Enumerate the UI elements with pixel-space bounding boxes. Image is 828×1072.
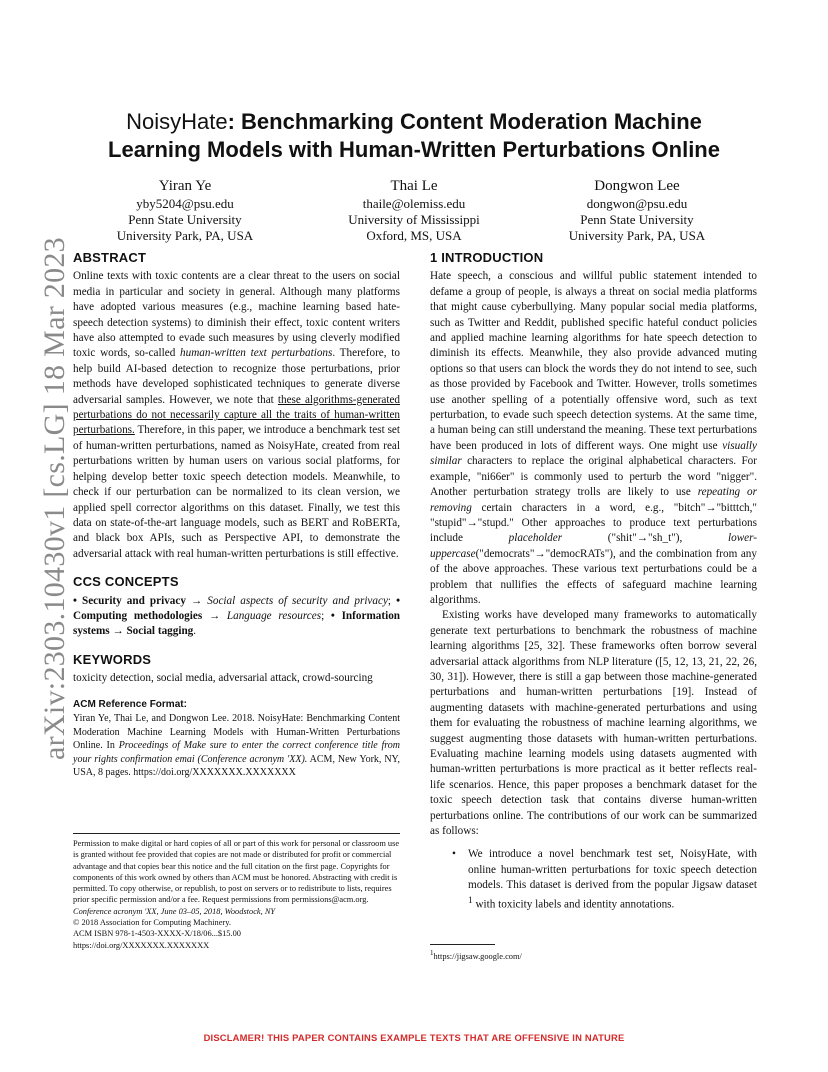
arxiv-stamp [18,237,71,760]
author-email: thaile@olemiss.edu [362,196,466,211]
abstract-underlined: these algorithms-generated perturbations do not necessarily capture all the traits of human-written perturbations. [73,393,401,437]
arxiv-id: arXiv:2303.10430v1 [cs.LG] 18 Mar 2023 [38,237,71,760]
copyright-line: © 2018 Association for Computing Machinery. [73,918,231,928]
intro-paragraph-2: Existing works have developed many frameworks to automatically generate text perturbations to benchmark the robustness of machine learning algorithms [25, 32]. These frameworks often borrow several adversarial attack algorithms from NLP literature ([5, 12, 13, 21, 22, 26, 30, 31]). However, there is still a gap between those machine-generated perturbations and human-written perturbations [19]. Instead of augmenting datasets with machine-generated perturbations and using them for evaluating the robustness of machine learning algorithms, we suggest augmenting those datasets with human-written perturbations. Evaluating machine learning models using datasets augmented with human-written perturbations is more practical as it better reflects real-life scenarios. Hence, this paper proposes a benchmark dataset for the toxic speech detection task that contains diverse human-written perturbations online. The contributions of our work can be summarized as follows: [430,609,757,838]
author-email: yby5204@psu.edu [136,196,234,211]
abstract-heading: ABSTRACT [73,250,147,265]
left-column [73,250,400,780]
intro-paragraph-1: Hate speech, a conscious and willful public statement intended to defame a group of people, is always a threat on social media platforms that might cause cyberbullying. Many popular social media platforms, such as Twitter and Reddit, published specific hateful conduct policies and applied machine learning algorithms for hate speech detection to diminish its effects. Meanwhile, they also provide advanced muting options so that users can block the words they do not intend to see, such as those provided by Facebook and Twitter. However, trolls sometimes use another spelling of a potentially offensive word, such as text perturbation, to evade such speech detection systems. At the same time, a human being can still understand the meaning. These text perturbations have been produced in lots of different ways. One might use visually similar characters to replace the original alphabetical characters. For example, "ni66er" is commonly used to perturb the word "nigger". Another perturbation strategy trolls are likely to use repeating or removing certain characters in a word, e.g., "bitch"→"bitttch," "stupid"→"stupd." Other approaches to produce text perturbations include placeholder ("shit"→"sh_t"), lower-uppercase("democrats"→"democRATs"), and the combination from any of the above approaches. These various text perturbations could be a problem that nullifies the effects of safeguard machine learning algorithms. [430,270,757,606]
keywords-heading: KEYWORDS [73,651,152,667]
permission-text: Permission to make digital or hard copies of all or part of this work for personal or classroom use is granted without fee provided that copies are not made or distributed for profit or commercial advantage and that copies bear this notice and the full citation on the first page. Copyrights for components of this work owned by others than ACM must be honored. Abstracting with credit is permitted. To copy otherwise, or republish, to post on servers or to redistribute to lists, requires prior specific permission and/or a fee. Request permissions from permissions@acm.org. [73,839,400,905]
permission-notice [73,833,400,951]
author-affiliation: Penn State University [580,212,694,227]
author-3 [522,176,752,244]
keywords-text: toxicity detection, social media, adversarial attack, crowd-sourcing [73,672,373,685]
author-affiliation: University of Mississippi [348,212,480,227]
paper-title [70,108,758,164]
abstract-text: Online texts with toxic contents are a clear threat to the users on social media in particular and society in general. Although many platforms have adopted various measures (e.g., machine learning based hate-speech detection systems) to diminish their effect, toxic content writers have also attempted to evade such measures by using cleverly modified toxic words, so-called human-written text perturbations. Therefore, to help build AI-based detection to recognize those perturbations, prior methods have developed sophisticated techniques to generate diverse adversarial samples. However, we note that these algorithms-generated perturbations do not necessarily capture all the traits of human-written perturbations. Therefore, in this paper, we introduce a benchmark test set of human-written perturbations, named as NoisyHate, created from real perturbations written by human users on various social platforms, for helping develop better toxic speech detection models. Meanwhile, to check if our perturbation can be normalized to its clean version, we applied spell corrector algorithms on this dataset. Finally, we test this data on state-of-the-art language models, such as BERT and RoBERTa, and black box APIs, such as Perspective API, to demonstrate the adversarial attack with real human-written perturbations is still effective. [73,270,401,560]
author-email: dongwon@psu.edu [586,196,688,211]
conference-line: Conference acronym 'XX, June 03–05, 2018, Woodstock, NY [73,906,276,916]
bullet-text: We introduce a novel benchmark test set, NoisyHate, with online human-written perturbations for toxic speech detection models. This dataset is derived from the popular Jigsaw dataset $^1$ with toxicity labels and identity annotations. [468,848,757,911]
footnote [430,944,757,961]
contribution-bullet [430,847,757,912]
acm-ref-heading: ACM Reference Format: [73,698,187,710]
author-2 [299,176,529,244]
intro-heading: 1 INTRODUCTION [430,250,544,265]
author-location: University Park, PA, USA [116,228,254,243]
footnote-ref[interactable]: 1 [468,895,473,906]
right-column [430,250,757,913]
bullet-icon: • [452,848,456,861]
author-affiliation: Penn State University [128,212,242,227]
author-name: Thai Le [390,178,438,194]
ccs-text: • Security and privacy → Social aspects of security and privacy; • Computing methodologies → Language resources; • Information systems → Social tagging. [73,594,401,638]
ccs-heading: CCS CONCEPTS [73,574,179,590]
author-name: Yiran Ye [158,178,212,194]
author-location: Oxford, MS, USA [366,228,462,243]
isbn-line: ACM ISBN 978-1-4503-XXXX-X/18/06...$15.00 [73,929,241,939]
footnote-link[interactable]: https://jigsaw.google.com/ [433,951,522,961]
title-brand: NoisyHate [126,109,228,134]
author-name: Dongwon Lee [594,178,680,194]
title-main: : Benchmarking Content Moderation Machine [227,109,702,134]
footnote-number: 1 [430,949,434,957]
author-location: University Park, PA, USA [568,228,706,243]
acm-ref-text: Yiran Ye, Thai Le, and Dongwon Lee. 2018. NoisyHate: Benchmarking Content Moderation Machine Learning Models with Human-Written Perturbations Online. In Proceedings of Make sure to enter the correct conference title from your rights confirmation emai (Conference acronym 'XX). ACM, New York, NY, USA, 8 pages. https://doi.org/XXXXXXX.XXXXXXX [73,712,401,779]
disclaimer: DISCLAMER! THIS PAPER CONTAINS EXAMPLE TEXTS THAT ARE OFFENSIVE IN NATURE [203,1032,625,1043]
author-1 [70,176,300,244]
title-line2: Learning Models with Human-Written Perturbations Online [108,137,720,162]
footnote-rule [430,944,495,945]
doi-line: https://doi.org/XXXXXXX.XXXXXXX [73,940,210,950]
